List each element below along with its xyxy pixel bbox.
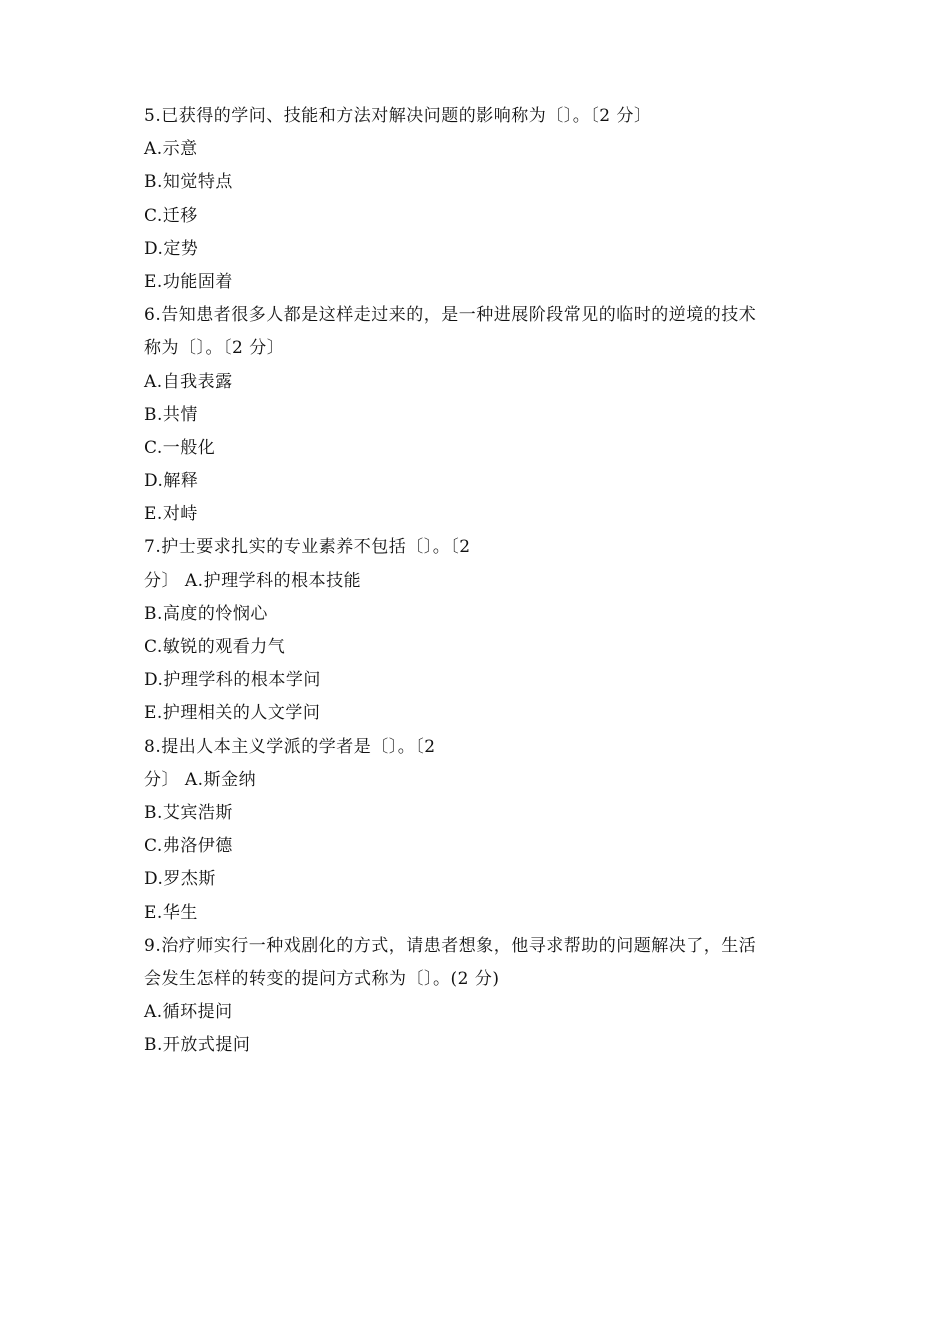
- question-stem: 5.已获得的学问、技能和方法对解决问题的影响称为〔〕。〔2 分〕: [144, 106, 652, 126]
- question-5: [144, 100, 814, 299]
- option-b: B.高度的怜悯心: [144, 603, 268, 624]
- option-b: B.共情: [144, 404, 198, 425]
- question-stem: 8.提出人本主义学派的学者是〔〕。〔2: [144, 736, 436, 757]
- question-7: [144, 531, 814, 730]
- option-b: B.开放式提问: [144, 1035, 251, 1056]
- option-b: B.艾宾浩斯: [144, 802, 233, 823]
- question-9: [144, 930, 814, 1063]
- option-d: D.定势: [144, 238, 199, 259]
- option-d: D.护理学科的根本学问: [144, 670, 321, 691]
- question-stem: 7.护士要求扎实的专业素养不包括〔〕。〔2: [144, 537, 471, 558]
- option-c: C.弗洛伊德: [144, 836, 233, 857]
- option-d: D.罗杰斯: [144, 869, 216, 890]
- question-stem: 6.告知患者很多人都是这样走过来的，是一种进展阶段常见的临时的逆境的技术: [144, 305, 757, 326]
- option-e: E.对峙: [144, 504, 198, 525]
- question-stem-continued: 称为〔〕。〔2 分〕: [144, 338, 285, 359]
- question-6: [144, 299, 814, 531]
- option-e: E.功能固着: [144, 271, 233, 292]
- question-stem: 9.治疗师实行一种戏剧化的方式，请患者想象，他寻求帮助的问题解决了，生活: [144, 935, 757, 956]
- document-body: [144, 100, 814, 1062]
- question-8: [144, 731, 814, 930]
- option-e: E.华生: [144, 902, 198, 923]
- question-stem-continued: 分〕 A.斯金纳: [144, 769, 257, 790]
- option-c: C.敏锐的观看力气: [144, 637, 286, 657]
- question-stem-continued: 会发生怎样的转变的提问方式称为〔〕。(2 分): [144, 968, 500, 989]
- option-e: E.护理相关的人文学问: [144, 703, 321, 724]
- option-a: A.自我表露: [144, 371, 233, 392]
- option-c: C.迁移: [144, 205, 198, 226]
- option-a: A.循环提问: [144, 1002, 233, 1023]
- option-b: B.知觉特点: [144, 172, 233, 193]
- option-d: D.解释: [144, 471, 199, 492]
- option-c: C.一般化: [144, 437, 216, 458]
- question-stem-continued: 分〕 A.护理学科的根本技能: [144, 570, 362, 591]
- option-a: A.示意: [144, 139, 198, 160]
